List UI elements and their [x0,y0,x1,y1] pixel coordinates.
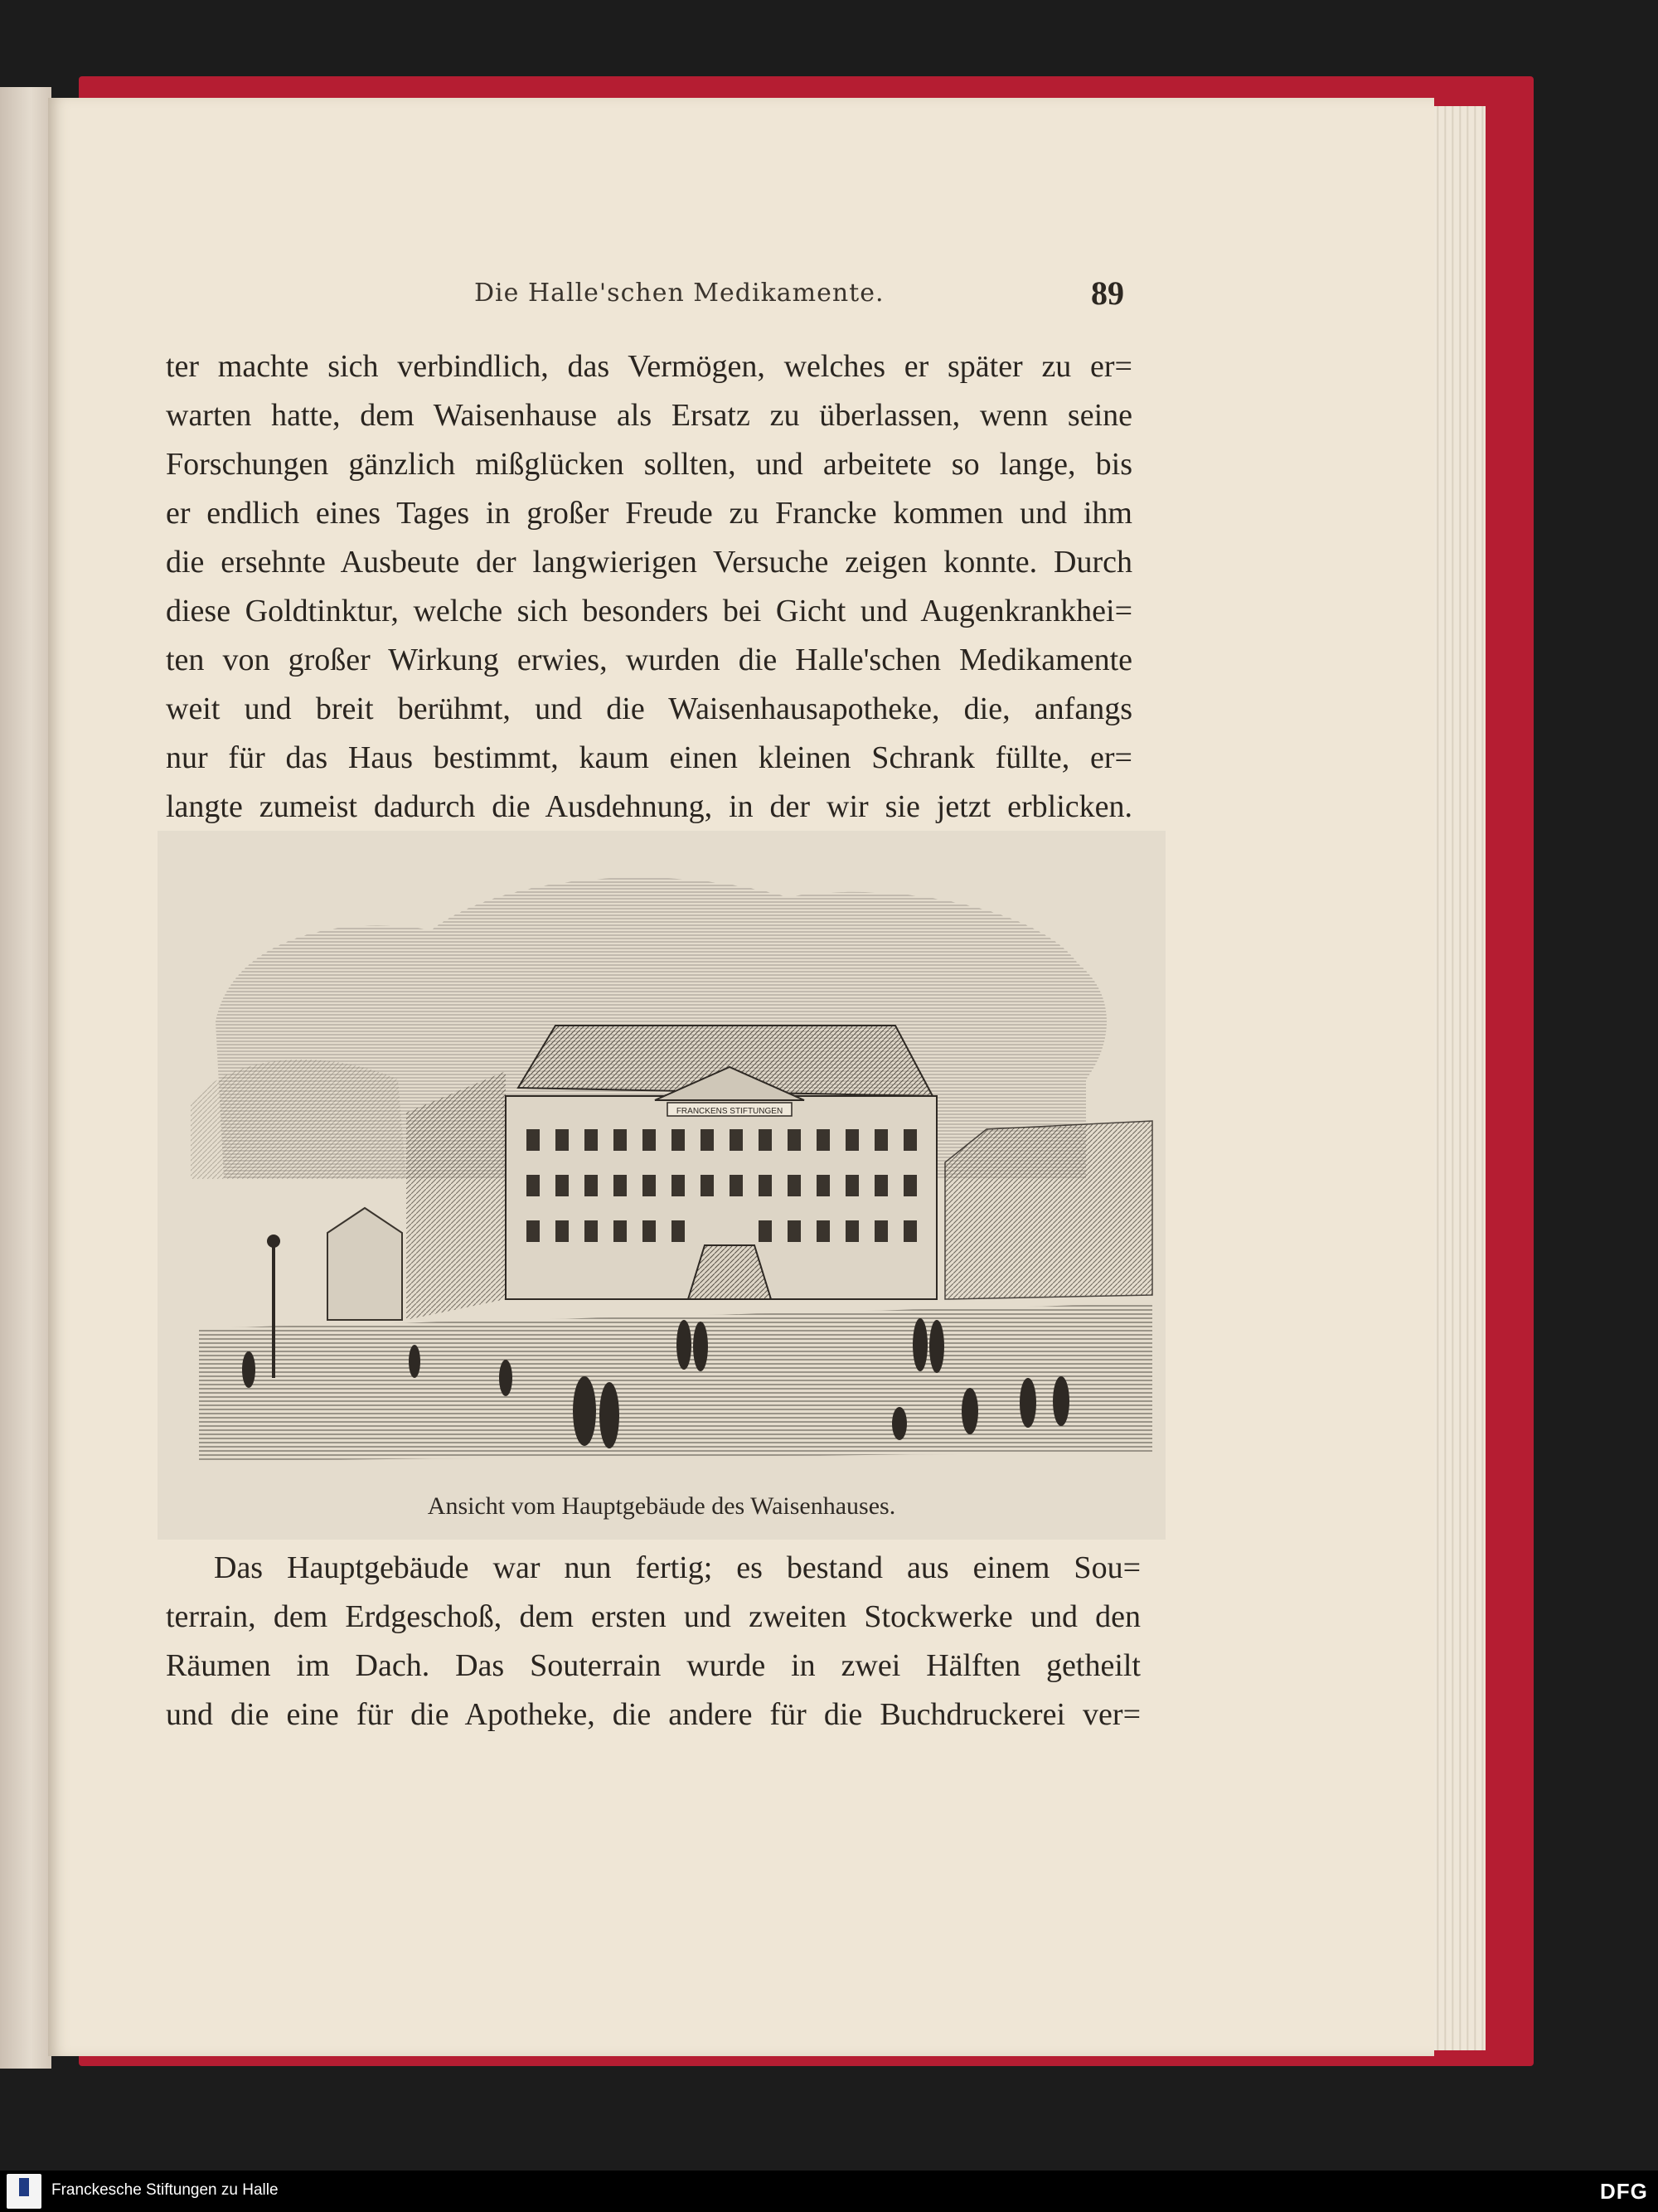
institution-logo-icon [7,2174,41,2209]
text-line: nur für das Haus bestimmt, kaum einen kleinen Schrank füllte, er= [166,740,1132,775]
text-line: weit und breit berühmt, und die Waisenhausapotheke, die, anfangs [166,691,1132,726]
running-head: Die Halle'schen Medikamente. [474,279,885,308]
text-line: langte zumeist dadurch die Ausdehnung, in der wir sie jetzt erblicken. [166,789,1132,824]
text-line: warten hatte, dem Waisenhause als Ersatz zu überlassen, wenn seine [166,398,1132,433]
building-sign: FRANCKENS STIFTUNGEN [676,1107,783,1116]
dfg-logo: DFG [1600,2179,1648,2204]
text-line: Räumen im Dach. Das Souterrain wurde in zwei Hälften getheilt [166,1648,1141,1683]
logo-mark [19,2178,29,2196]
cloud [191,1060,406,1179]
text-line: Das Hauptgebäude war nun fertig; es bestand aus einem Sou= [214,1550,1141,1585]
text-line: ten von großer Wirkung erwies, wurden die Halle'schen Medikamente [166,643,1132,677]
paragraph-bottom [166,1544,1141,1739]
square-ground [199,1303,1152,1461]
text-line: diese Goldtinktur, welche sich besonders bei Gicht und Augenkrankhei= [166,594,1132,628]
paragraph-top [166,342,1132,832]
institution-label: Franckesche Stiftungen zu Halle [51,2181,279,2199]
text-line: und die eine für die Apotheke, die andere für die Buchdruckerei ver= [166,1697,1141,1732]
text-line: terrain, dem Erdgeschoß, dem ersten und zweiten Stockwerke und den [166,1599,1141,1634]
text-line: die ersehnte Ausbeute der langwierigen Versuche zeigen konnte. Durch [166,545,1132,580]
engraving-illustration [158,831,1166,1486]
text-line: ter machte sich verbindlich, das Vermögen, welches er später zu er= [166,349,1132,384]
left-page-edge [0,87,51,2069]
text-line: Forschungen gänzlich mißglücken sollten, und arbeitete so lange, bis [166,447,1132,482]
page-number: 89 [1091,274,1124,312]
text-line: er endlich eines Tages in großer Freude zu Francke kommen und ihm [166,496,1132,531]
engraving-figure [158,831,1166,1540]
right-building [945,1121,1152,1299]
left-wing [406,1071,506,1320]
figure-caption: Ansicht vom Hauptgebäude des Waisenhauses. [427,1492,896,1520]
small-house [327,1208,402,1320]
